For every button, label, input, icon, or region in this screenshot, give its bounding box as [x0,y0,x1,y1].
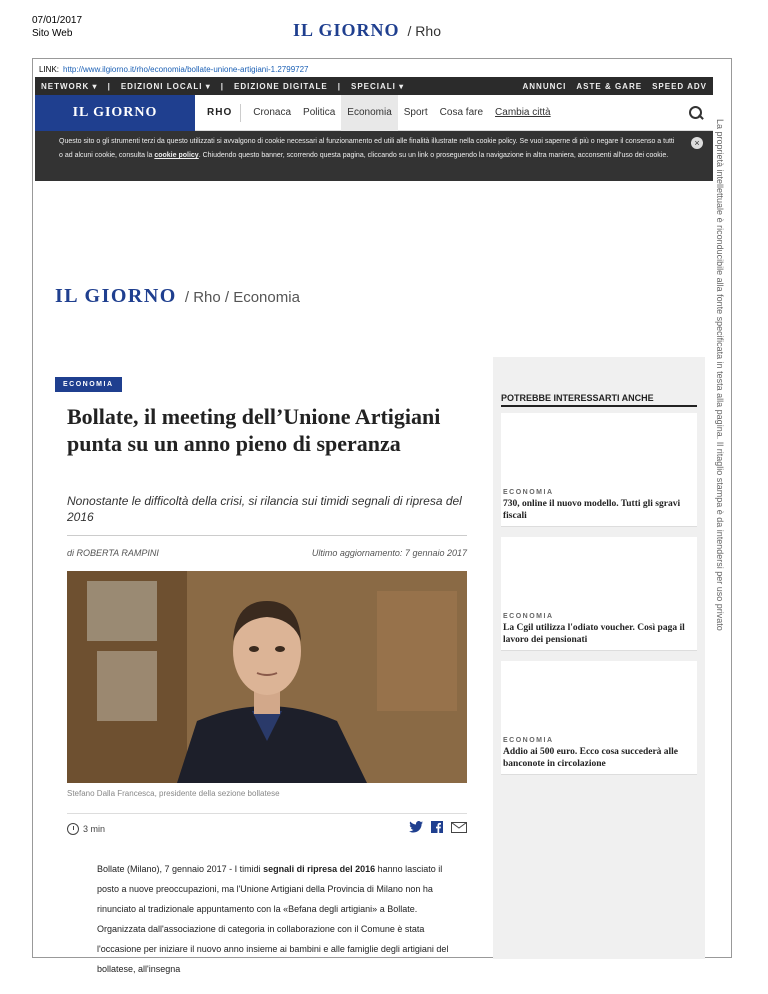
topbar-sep: | [107,81,111,91]
article-photo [67,571,467,783]
topbar-sep: | [337,81,341,91]
sidebar-card-image[interactable] [501,413,697,485]
sidebar-card-title[interactable]: 730, online il nuovo modello. Tutti gli sgravi fiscali [503,499,681,521]
nav-item-cosa-fare[interactable]: Cosa fare [439,106,484,118]
sidebar-card[interactable] [501,413,697,527]
sidebar-heading: POTREBBE INTERESSARTI ANCHE [501,393,697,407]
sidebar-card-title[interactable]: Addio ai 500 euro. Ecco cosa succederà alle banconote in circolazione [503,747,679,769]
topbar-annunci[interactable]: ANNUNCI [522,81,567,91]
nav-item-politica[interactable]: Politica [303,106,336,118]
read-time: 3 min [83,824,106,834]
email-icon[interactable] [451,820,467,838]
close-icon[interactable]: × [691,137,703,149]
topbar-right [513,82,708,91]
article-body [97,859,457,979]
topbar-edizioni-locali[interactable]: EDIZIONI LOCALI ▾ [120,81,211,91]
article-title: Bollate, il meeting dell’Unione Artigiani punta su un anno pieno di speranza [67,404,441,456]
article-meta [67,535,467,558]
sidebar-card-image[interactable] [501,661,697,733]
topbar-edizione-digitale[interactable]: EDIZIONE DIGITALE [233,81,328,91]
portrait-illustration [67,571,467,783]
main-navbar [35,95,713,131]
body-text-after: hanno lasciato il posto a nuove preoccupazioni, ma l'Unione Artigiani della Provincia di Milano non ha rinunciato al tradizionale appuntamento con la «Befana degli artigiani» a Bollate. Organizzata dall'associazione di categoria in collaborazione con il Comune è stata l'occasione per iniziare il nuovo anno insieme ai bambini e alle famiglie degli artigiani del bollatese, all'insegna [97,864,449,974]
cookie-banner [35,131,713,181]
sidebar-card[interactable] [501,661,697,775]
clock-icon [67,823,79,835]
print-logo-text: IL GIORNO [293,20,400,40]
search-icon[interactable] [689,106,703,120]
nav-city[interactable]: RHO [207,107,233,118]
social-links [401,820,467,838]
twitter-icon[interactable] [409,820,423,838]
nav-logo-text: IL GIORNO [72,104,158,120]
page-logo-text[interactable]: IL GIORNO [55,285,177,307]
cookie-text-after: . Chiudendo questo banner, scorrendo questa pagina, cliccando su un link o proseguendo la navigazione in altra maniera, acconsenti all'uso dei cookie. [198,152,669,159]
network-topbar [35,77,713,95]
facebook-icon[interactable] [431,820,443,838]
copyright-note: La proprietà intellettuale è riconducibile alla fonte specificata in testa alla pagina. Il ritaglio stampa è da intendersi per uso privato [715,119,725,631]
print-header-date-block [32,14,82,40]
sidebar-card-category[interactable]: ECONOMIA [503,613,554,620]
share-bar [67,813,467,838]
page-header [55,285,300,308]
sidebar-card-title[interactable]: La Cgil utilizza l'odiato voucher. Così paga il lavoro dei pensionati [503,623,685,645]
cookie-text-before: Questo sito o gli strumenti terzi da questo utilizzati si avvalgono di cookie necessari al funzionamento ed utili alle finalità illustrate nella cookie policy. Se vuoi saperne di più o negare il consenso a tutti o ad alcuni cookie, consulta la [59,138,675,159]
nav-logo[interactable] [35,95,195,131]
sidebar-card-image[interactable] [501,537,697,609]
topbar-speciali[interactable]: SPECIALI ▾ [350,81,405,91]
photo-caption: Stefano Dalla Francesca, presidente della sezione bollatese [67,789,280,798]
clipping-frame [32,58,732,974]
print-label: Sito Web [32,28,73,39]
nav-divider [240,104,241,122]
nav-change-city[interactable]: Cambia città [495,106,551,118]
category-badge[interactable]: ECONOMIA [55,377,122,392]
link-line [39,65,309,74]
updated-date: Ultimo aggiornamento: 7 gennaio 2017 [311,548,467,558]
print-header-logo [293,20,441,41]
breadcrumb[interactable]: / Rho / Economia [184,289,300,306]
cookie-policy-link[interactable]: cookie policy [154,152,199,159]
sidebar-card-category[interactable]: ECONOMIA [503,489,554,496]
body-text-bold: segnali di ripresa del 2016 [263,864,376,874]
author: di ROBERTA RAMPINI [67,548,159,558]
nav-item-economia[interactable]: Economia [341,95,397,131]
body-text-before: Bollate (Milano), 7 gennaio 2017 - I timidi [97,864,264,874]
topbar-speed-adv[interactable]: SPEED ADV [652,81,707,91]
link-label: LINK: [39,65,60,74]
sidebar-card-category[interactable]: ECONOMIA [503,737,554,744]
topbar-sep: | [220,81,224,91]
nav-item-cronaca[interactable]: Cronaca [253,106,292,118]
sidebar-card[interactable] [501,537,697,651]
print-date: 07/01/2017 [32,15,83,26]
nav-item-sport[interactable]: Sport [403,106,428,118]
print-section: / Rho [407,23,441,39]
topbar-network[interactable]: NETWORK ▾ [41,81,98,91]
topbar-aste-gare[interactable]: ASTE & GARE [576,81,643,91]
article-subtitle: Nonostante le difficoltà della crisi, si rilancia sui timidi segnali di ripresa del 2016 [67,494,462,524]
source-url-link[interactable]: http://www.ilgiorno.it/rho/economia/bollate-unione-artigiani-1.2799727 [63,65,309,74]
